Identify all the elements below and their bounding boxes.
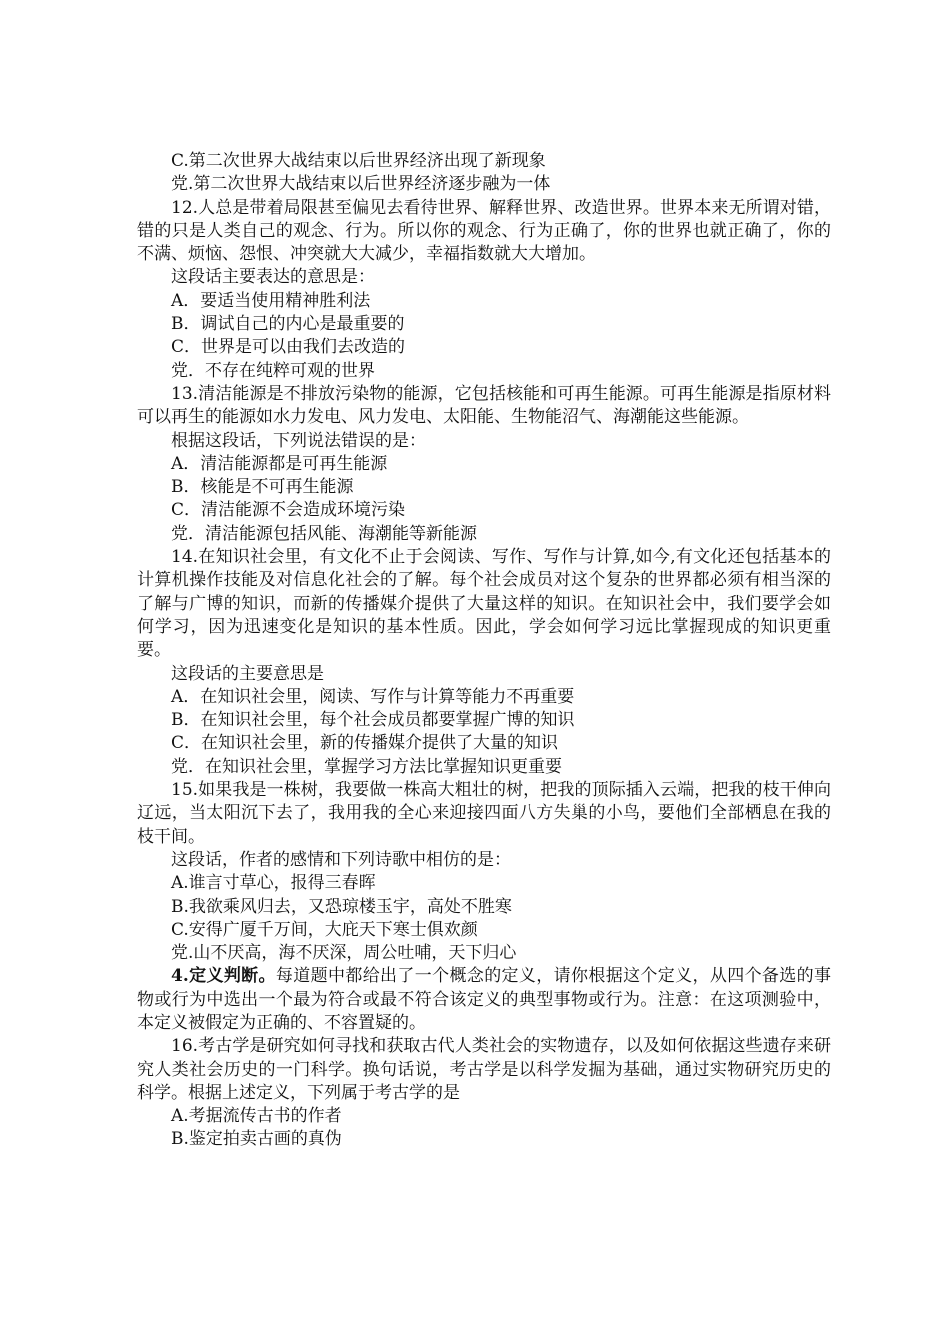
q14-stem: 14.在知识社会里，有文化不止于会阅读、写作、写作与计算,如今,有文化还包括基本的计算机操作技能及对信息化社会的了解。每个社会成员对这个复杂的世界都必须有相当深的了解与广博的知识，而新的传播媒介提供了大量这样的知识。在知识社会中，我们要学会如何学习，因为迅速变化是知识的基本性质。因此，学会如何学习远比掌握现成的知识更重要。	[137, 547, 831, 661]
q11-option-c: C.第二次世界大战结束以后世界经济出现了新现象	[171, 151, 546, 171]
q15-stem: 15.如果我是一株树，我要做一株高大粗壮的树，把我的顶际插入云端，把我的枝干伸向辽远，当太阳沉下去了，我用我的全心来迎接四面八方失巢的小鸟，要他们全部栖息在我的枝干间。	[137, 780, 831, 847]
q12-option-a: A．要适当使用精神胜利法	[171, 290, 371, 311]
q12-option-b: B．调试自己的内心是最重要的	[171, 314, 405, 335]
q15-question: 这段话，作者的感情和下列诗歌中相仿的是：	[171, 849, 511, 870]
q13-question: 根据这段话，下列说法错误的是：	[171, 430, 426, 451]
q13-option-d: 党．清洁能源包括风能、海潮能等新能源	[171, 523, 477, 544]
section-4-instructions: 每道题中都给出了一个概念的定义，请你根据这个定义，从四个备选的事物或行为中选出一个最为符合或最不符合该定义的典型事物或行为。注意：在这项测验中，本定义被假定为正确的、不容置疑的。	[137, 966, 832, 1033]
q12-stem: 12.人总是带着局限甚至偏见去看待世界、解释世界、改造世界。世界本来无所谓对错，错的只是人类自己的观念、行为。所以你的观念、行为正确了，你的世界也就正确了，你的不满、烦恼、怨恨、冲突就大大减少，幸福指数就大大增加。	[137, 197, 831, 265]
q14-option-c: C．在知识社会里，新的传播媒介提供了大量的知识	[171, 733, 559, 754]
section-4-heading: 4.定义判断。	[171, 966, 276, 987]
q16-option-b: B.鉴定拍卖古画的真伪	[171, 1129, 342, 1150]
q12-question: 这段话主要表达的意思是：	[171, 267, 375, 288]
q15-option-b: B.我欲乘风归去，又恐琼楼玉宇，高处不胜寒	[171, 896, 512, 917]
q12-option-d: 党．不存在纯粹可观的世界	[171, 360, 375, 381]
q14-option-d: 党．在知识社会里，掌握学习方法比掌握知识更重要	[171, 756, 562, 777]
q15-option-a: A.谁言寸草心，报得三春晖	[171, 873, 376, 894]
q16-stem: 16.考古学是研究如何寻找和获取古代人类社会的实物遗存，以及如何依据这些遗存来研究人类社会历史的一门科学。换句话说，考古学是以科学发掘为基础，通过实物研究历史的科学。根据上述定义，下列属于考古学的是	[137, 1036, 831, 1103]
q14-option-b: B．在知识社会里，每个社会成员都要掌握广博的知识	[171, 710, 575, 731]
q15-option-c: C.安得广厦千万间，大庇天下寒士俱欢颜	[171, 919, 478, 940]
q15-option-d: 党.山不厌高，海不厌深，周公吐哺，天下归心	[171, 943, 517, 964]
q13-option-b: B．核能是不可再生能源	[171, 477, 354, 498]
q11-option-d: 党.第二次世界大战结束以后世界经济逐步融为一体	[171, 174, 551, 195]
section-4-paragraph	[137, 965, 831, 1035]
q12-option-c: C．世界是可以由我们去改造的	[171, 337, 406, 358]
document-page	[137, 150, 831, 1152]
q14-option-a: A．在知识社会里，阅读、写作与计算等能力不再重要	[171, 686, 575, 707]
q16-option-a: A.考据流传古书的作者	[171, 1106, 342, 1127]
q13-stem: 13.清洁能源是不排放污染物的能源，它包括核能和可再生能源。可再生能源是指原材料可以再生的能源如水力发电、风力发电、太阳能、生物能沼气、海潮能这些能源。	[137, 383, 831, 428]
q13-option-a: A．清洁能源都是可再生能源	[171, 453, 388, 474]
q14-question: 这段话的主要意思是	[171, 663, 324, 684]
q13-option-c: C．清洁能源不会造成环境污染	[171, 500, 406, 521]
